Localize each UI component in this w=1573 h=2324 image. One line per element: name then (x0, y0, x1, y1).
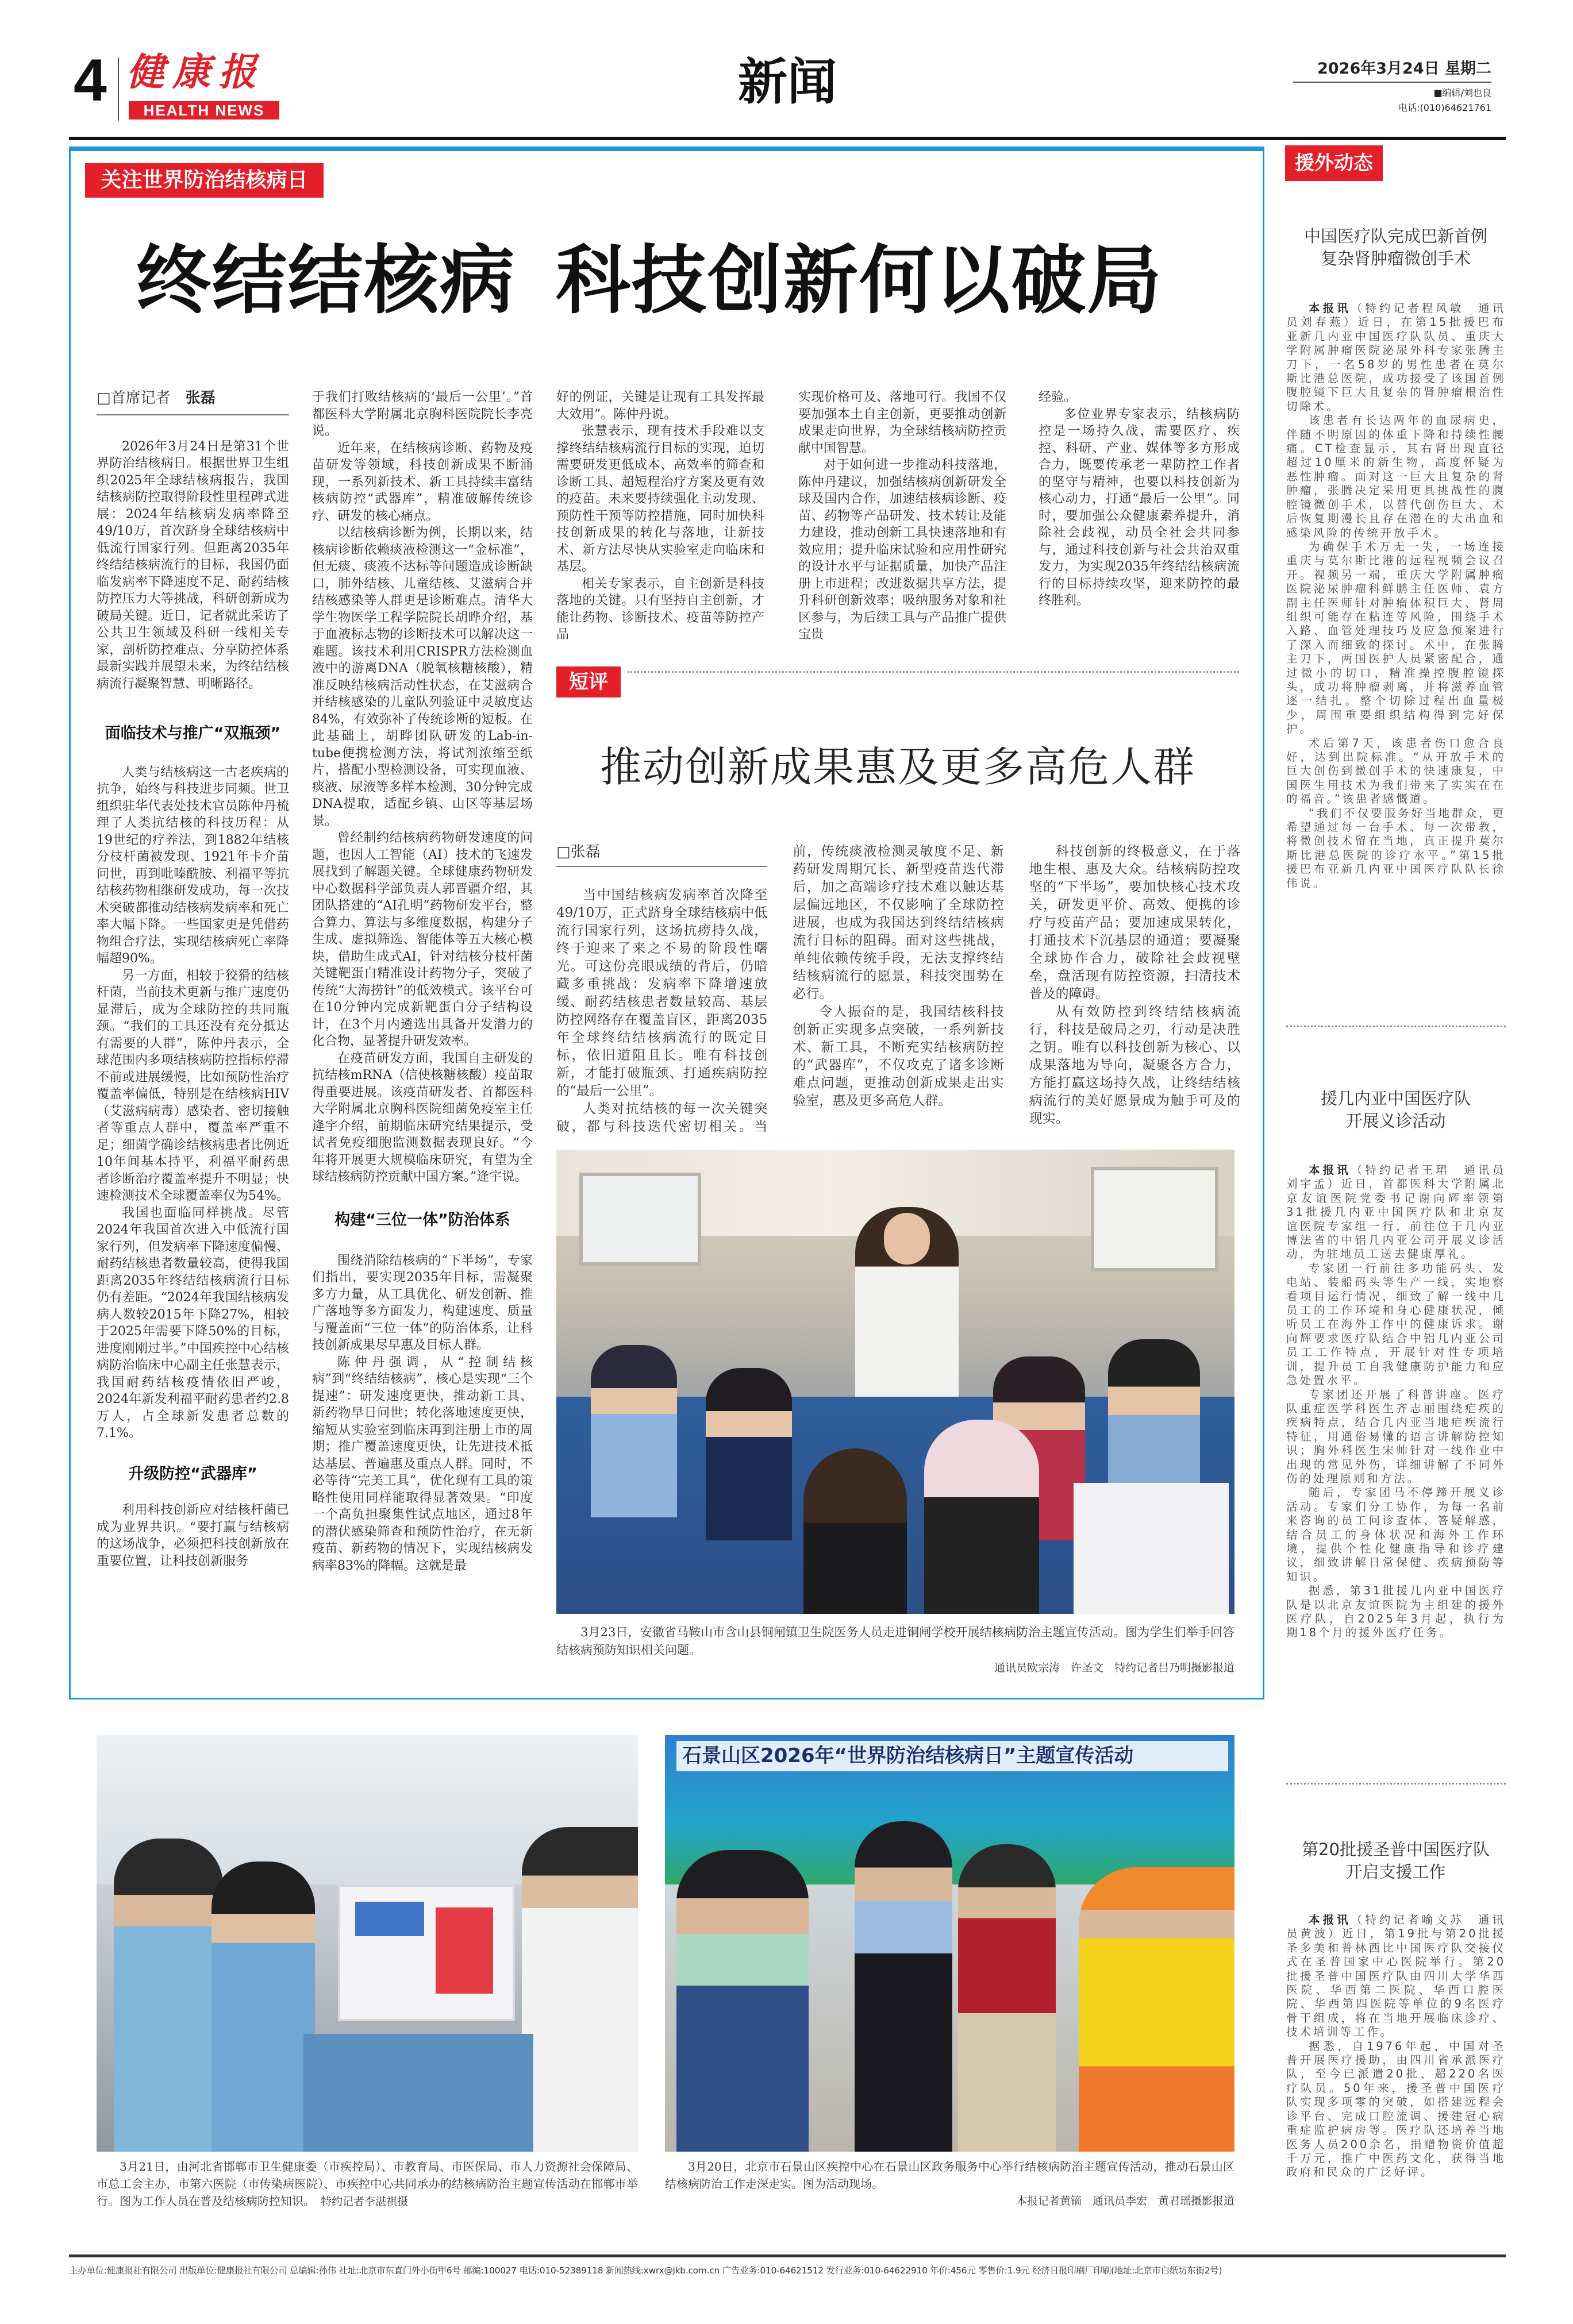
paragraph: 好的例证，关键是让现有工具发挥最大效用”。陈仲丹说。 (556, 390, 764, 422)
shijingshan-photo-caption (665, 2158, 1234, 2210)
header-rule (69, 137, 1506, 140)
commentary-tag: 短评 (556, 666, 621, 697)
sidebar-divider (1286, 1026, 1506, 1027)
classroom-photo (556, 1150, 1234, 1614)
photo-credit: 通讯员欧宗涛 许圣文 特约记者吕乃明摄影报道 (994, 1662, 1234, 1674)
paragraph: 对于如何进一步推动科技落地，陈仲丹建议，加强结核病创新研发全球及国内合作，加速结核病诊断、疫苗、药物等产品研发、技术转让及能力建设，推动创新工具快速落地和有效应用；提升临床试验和应用性研究的设计水平与证据质量，加快产品注册上市进程；改进数据共享方法，提升科研创新效率；吸纳服务对象和社区参与，为后续工具与产品推广提供宝贵 (798, 458, 1006, 642)
editor-credit: ■编辑/刘也良 (1433, 87, 1491, 98)
issue-date: 2026年3月24日 星期二 (1293, 60, 1491, 83)
handan-photo-caption (97, 2158, 638, 2210)
byline-name: 张磊 (185, 390, 216, 407)
paragraph: 据悉，第31批援几内亚中国医疗队是以北京友谊医院为主组建的援外医疗队，自2025年3月起，执行为期18个月的援外医疗任务。 (1286, 1584, 1506, 1640)
commentary-byline: □张磊 (556, 843, 767, 867)
paragraph: 多位业界专家表示，结核病防控是一场持久战，需要医疗、疾控、科研、产业、媒体等多方形成合力，既要传承老一辈防控工作者的坚守与精神，也要以科技创新为核心动力，打通“最后一公里”。同时，要加强公众健康素养提升，消除社会歧视，动员全社会共同参与，通过科技创新与社会共治双重发力，为实现2035年终结结核病流行的目标持续攻坚，迎来防控的最终胜利。 (1039, 407, 1240, 608)
paragraph: “我们不仅要服务好当地群众，更希望通过每一台手术、每一次带教，将微创技术留在当地，真正提升莫尔斯比港总医院的诊疗水平。”第15批援巴布亚新几内亚中国医疗队队长徐伟说。 (1286, 806, 1506, 890)
feature-tag: 关注世界防治结核病日 (85, 163, 324, 198)
paragraph: 曾经制约结核病药物研发速度的问题，也因人工智能（AI）技术的飞速发展找到了解题关键。全球健康药物研发中心数据科学部负责人郭晋疆介绍，其团队搭建的“AI孔明”药物研发平台，整合算力、算法与多维度数据，构建分子生成、虚拟筛选、智能体等五大核心模块，借助生成式AI，针对结核分枝杆菌关键靶蛋白精准设计药物分子，突破了传统“大海捞针”的低效模式。该平台可在10分钟内完成新靶蛋白分子结构设计，在3个月内遴选出具备开发潜力的化合物，显著提升研发效率。 (312, 831, 533, 1049)
header-divider (118, 57, 119, 121)
newspaper-logo-english: HEALTH NEWS (129, 101, 279, 120)
classroom-photo-caption (556, 1624, 1234, 1677)
paragraph: 陈仲丹强调，从“控制结核病”到“终结结核病”，核心是实现“三个提速”：研发速度更快，推动新工具、新药物早日问世；转化落地速度更快，缩短从实验室到临床再到注册上市的周期；推广覆盖速度更快，让先进技术抵达基层、普遍惠及重点人群。同时，不必等待“完美工具”，优化现有工具的策略性使用同样能取得显著效果。“印度一个高负担聚集性试点地区，通过8年的潜伏感染筛查和预防性治疗，在无新疫苗、新药物的情况下，实现结核病发病率83%的降幅。这就是最 (312, 1355, 533, 1573)
paragraph: 在疫苗研发方面，我国自主研发的抗结核mRNA（信使核糖核酸）疫苗取得重要进展。该疫苗研发者、首都医科大学附属北京胸科医院细菌免疫室主任逄宇介绍，前期临床研究结果提示，受试者免疫细胞监测数据表现良好。“今年将开展更大规模临床研究，有望为全球结核病防控贡献中国方案。”逄宇说。 (312, 1051, 533, 1184)
paragraph (1286, 302, 1506, 414)
caption-text: 3月23日，安徽省马鞍山市含山县铜闸镇卫生院医务人员走进铜闸学校开展结核病防治主题宣传活动。图为学生们举手回答结核病预防知识相关问题。 (556, 1625, 1234, 1657)
subhead-bottleneck: 面临技术与推广“双瓶颈” (105, 724, 281, 743)
paragraph: 经验。 (1039, 390, 1077, 404)
section-title: 新闻 (738, 53, 837, 111)
paragraph: 近年来，在结核病诊断、药物及疫苗研发等领域，科技创新成果不断涌现，一系列新技术、新工具持续丰富结核病防控“武器库”，精准破解传统诊疗、研发的核心痛点。 (312, 441, 533, 523)
editor-phone: 电话:(010)64621761 (1398, 102, 1491, 113)
dateline: 本报讯 (1309, 1163, 1351, 1177)
paragraph: 为确保手术万无一失，一场连接重庆与莫尔斯比港的远程视频会议召开。视频另一端，重庆大学附属肿瘤医院泌尿肿瘤科鲜鹏主任医师、袁方副主任医师针对肿瘤体积巨大、肾周组织可能存在粘连等风险，围绕手术入路、血管处理技巧及应急预案进行了深入而细致的探讨。术中，在张腾主刀下，两国医护人员紧密配合，通过微小的切口，精准操控腹腔镜探头，成功将肿瘤剥离，并将滋养血管逐一结扎。整个切除过程出血量极少，周围重要组织结构得到完好保护。 (1286, 539, 1506, 736)
paragraph: 以结核病诊断为例，长期以来，结核病诊断依赖痰液检测这一“金标准”，但无痰、痰液不达标等问题造成诊断缺口，肺外结核、儿童结核、艾滋病合并结核感染等人群更是诊断难点。清华大学生物医学工程学院院长胡晔介绍，基于血液标志物的诊断技术可以解决这一难题。该技术利用CRISPR方法检测血液中的游离DNA（脱氧核糖核酸），精准反映结核病活动性状态，在艾滋病合并结核感染的儿童队列验证中灵敏度达84%，有效弥补了传统诊断的短板。在此基础上，胡晔团队研发的Lab-in-tube便携检测方法，将试剂浓缩至纸片，搭配小型检测设备，可实现血液、痰液、尿液等多样本检测，30分钟完成DNA提取，适配乡镇、山区等基层场景。 (312, 526, 533, 828)
paragraph: 随后，专家团马不停蹄开展义诊活动。专家们分工协作，为每一名前来咨询的员工问诊查体、答疑解惑，结合员工的身体状况和海外工作环境，提供个性化健康指导和诊疗建议，细致讲解日常保健、疾病预防等知识。 (1286, 1486, 1506, 1583)
page-number: 4 (74, 47, 107, 114)
shijingshan-event-photo (665, 1735, 1234, 2152)
caption-text: 3月20日，北京市石景山区疾控中心在石景山区政务服务中心举行结核病防治主题宣传活动，推动石景山区结核病防治工作走深走实。图为活动现场。 (665, 2160, 1234, 2191)
paragraph: 利用科技创新应对结核杆菌已成为业界共识。“要打赢与结核病的这场战争，必须把科技创新放在重要位置，让科技创新服务 (97, 1503, 289, 1568)
feature-headline (115, 237, 1184, 324)
paragraph: 张慧表示，现有技术手段难以支撑终结结核病流行目标的实现，迫切需要研发更低成本、高效率的筛查和诊断工具、超短程治疗方案及更有效的疫苗。未来要持续强化主动发现、预防性干预等防控措施，同时加快科技创新成果的转化与落地，让新技术、新方法尽快从实验室走向临床和基层。 (556, 424, 764, 574)
dateline: 本报讯 (1309, 302, 1351, 315)
commentary-divider (628, 671, 1239, 673)
paragraph: 科技创新的终极意义，在于落地生根、惠及大众。结核病防控攻坚的“下半场”，要加快核心技术攻关，研发更平价、高效、便携的诊疗与疫苗产品；要加速成果转化，打通技术下沉基层的通道；要凝聚全球协作合力，破除社会歧视壁垒，盘活现有防控资源，扫清技术普及的障碍。 (1029, 844, 1240, 1001)
sidebar-article-2-body (1286, 1163, 1506, 1640)
article-column-5 (1039, 389, 1240, 610)
paragraph: 相关专家表示，自主创新是科技落地的关键。只有坚持自主创新，才能让药物、诊断技术、疫苗等防控产品 (556, 576, 764, 642)
caption-text (97, 2158, 638, 2210)
sidebar-divider (1286, 1783, 1506, 1785)
photo-credit: 本报记者黄镝 通讯员李宏 黄君瑶摄影报道 (1016, 2195, 1234, 2207)
paragraph: 围绕消除结核病的“下半场”，专家们指出，要实现2035年目标，需凝聚多方力量，从工具优化、研发创新、推广落地等多方面发力，构建速度、质量与覆盖面“三位一体”的防治体系，让科技创新成果尽早惠及目标人群。 (312, 1253, 533, 1353)
event-banner: 石景山区2026年“世界防治结核病日”主题宣传活动 (676, 1741, 1228, 1771)
paragraph: 该患者有长达两年的血尿病史，伴随不明原因的体重下降和持续性腰痛。CT检查显示，其右肾出现直径超过10厘米的新生物，高度怀疑为恶性肿瘤。面对这一巨大且复杂的肾肿瘤，张腾决定采用更具挑战性的腹腔镜微创手术，以替代创伤巨大、术后恢复期漫长且存在潜在的大出血和感染风险的传统开放手术。 (1286, 414, 1506, 539)
sidebar-tag: 援外动态 (1285, 145, 1383, 181)
paragraph (1286, 1913, 1506, 2040)
dateline: 本报讯 (1309, 1913, 1351, 1926)
paragraph: 人类与结核病这一古老疾病的抗争，始终与科技进步同频。世卫组织驻华代表处技术官员陈仲丹梳理了人类抗结核的科技历程：从19世纪的疗养法，到1882年结核分枝杆菌被发现、1921年卡介苗问世，再到吡嗪酰胺、利福平等抗结核药物相继研发成功，每一次技术突破都推动结核病发病率和死亡率大幅下降。一些国家更是凭借药物组合疗法，实现结核病死亡率降幅超90%。 (97, 765, 289, 966)
handan-event-photo (97, 1735, 638, 2152)
footer-rule (69, 2254, 1506, 2257)
article-column-4 (798, 389, 1006, 643)
paragraph: 专家团还开展了科普讲座。医疗队重症医学科医生齐志丽围绕疟疾的疾病特点，结合几内亚当地疟疾流行特征，用通俗易懂的语言讲解防控知识；胸外科医生宋帅针对一线作业中出现的常见外伤，详细讲解了不同外伤的处理原则和方法。 (1286, 1388, 1506, 1485)
paragraph: 另一方面，相较于狡猾的结核杆菌，当前技术更新与推广速度仍显滞后，成为全球防控的共同瓶颈。“我们的工具还没有充分抵达有需要的人群”，陈仲丹表示，全球范围内多项结核病防控指标停滞不前或进展缓慢，比如预防性治疗覆盖率偏低，特别是在结核病HIV（艾滋病病毒）感染者、密切接触者等重点人群中，覆盖率严重不足；细菌学确诊结核病患者比例近10年间基本持平，利福平耐药患者诊断治疗覆盖率提升不明显；快速检测技术全球覆盖率仅为54%。 (97, 968, 289, 1204)
paragraph: 于我们打败结核病的‘最后一公里’。”首都医科大学附属北京胸科医院院长李亮说。 (312, 390, 533, 438)
paragraph: 令人振奋的是，我国结核科技创新正实现多点突破，一系列新技术、新工具，不断充实结核病防控的“武器库”，不仅攻克了诸多诊断难点问题，更推动创新成果走出实验室，惠及更多高危人群。 (793, 1004, 1004, 1108)
photo-credit: 特约记者李湛祺摄 (321, 2195, 409, 2208)
paragraph: 专家团一行前往多功能码头、发电站、装船码头等生产一线，实地察看项目运行情况，细致了解一线中几员工的工作环境和身心健康状况，倾听员工在海外工作中的健康诉求。谢向辉要求医疗队结合中铝几内亚公司员工工作特点，开展针对性专项培训，提升员工自我健康防护能力和应急处置水平。 (1286, 1261, 1506, 1388)
paragraph: 据悉，自1976年起，中国对圣普开展医疗援助，由四川省承派医疗队，至今已派遣20批、超220名医疗队员。50年来，援圣普中国医疗队实现多项零的突破，如搭建远程会诊平台、完成口腔流调、援建冠心病重症监护病房等。医疗队还培养当地医务人员200余名，捐赠物资价值超千万元，推广中医药文化，获得当地政府和民众的广泛好评。 (1286, 2039, 1506, 2179)
newspaper-logo: 健康报 (126, 49, 264, 94)
paragraph-text: （特约记者王珺 通讯员刘宇孟）近日，首都医科大学附属北京友谊医院党委书记谢向辉率领第31批援几内亚中国医疗队和北京友谊医院专家组一行，前往位于几内亚博法省的中铝几内亚公司开展义诊活动，为驻地员工送去健康厚礼。 (1286, 1163, 1506, 1261)
commentary-body (556, 843, 1240, 1136)
sidebar-article-1-title: 中国医疗队完成巴新首例 复杂肾肿瘤微创手术 (1303, 226, 1487, 269)
paragraph (1286, 1163, 1506, 1262)
paragraph-text: （特约记者喻文苏 通讯员黄波）近日，第19批与第20批援圣多美和普林西比中国医疗队交接仪式在圣普国家中心医院举行。第20批援圣普中国医疗队由四川大学华西医院、华西第二医院、华西口腔医院、华西第四医院等单位的9名医疗骨干组成，将在当地开展临床诊疗、技术培训等工作。 (1286, 1913, 1506, 2039)
headline-part-1: 终结结核病 (136, 237, 516, 324)
paragraph: 术后第7天，该患者伤口愈合良好，达到出院标准。“从开放手术的巨大创伤到微创手术的快速康复，中国医生用技术为我们带来了实实在在的福音。”该患者感慨道。 (1286, 736, 1506, 806)
subhead-arsenal: 升级防控“武器库” (128, 1464, 257, 1483)
paragraph: 人类对抗结核的每一次关键突破，都与科技迭代密切相关。当前，传统痰液检测灵敏度不足、新药研发周期冗长、新型疫苗迭代滞后，加之高端诊疗技术难以触达基层偏远地区，不仅影响了全球防控进展，也成为我国达到终结结核病流行目标的阻碍。面对这些挑战，单纯依赖传统手段，无法支撑终结结核病流行的愿景，科技突围势在必行。 (556, 844, 1004, 1134)
sidebar-article-3-title: 第20批援圣普中国医疗队 开启支援工作 (1302, 1840, 1490, 1882)
commentary-headline: 推动创新成果惠及更多高危人群 (599, 743, 1195, 791)
byline-role: □首席记者 (97, 390, 171, 407)
paragraph: 从有效防控到终结结核病流行，科技是破局之刃，行动是决胜之钥。唯有以科技创新为核心、以成果落地为导向，凝聚各方合力，方能打赢这场持久战，让终结结核病流行的美好愿景成为触手可及的现实。 (1029, 1004, 1240, 1126)
article-column-3 (556, 389, 764, 643)
sidebar-article-2-title: 援几内亚中国医疗队 开展义诊活动 (1320, 1089, 1471, 1131)
paragraph: 实现价格可及、落地可行。我国不仅要加强本土自主创新，更要推动创新成果走向世界，为全球结核病防控贡献中国智慧。 (798, 390, 1006, 456)
publisher-footer: 主办单位:健康报社有限公司 出版单位:健康报社有限公司 总编辑:孙伟 社址:北京市东直门外小街甲6号 邮编:100027 电话:010-52389118 新闻热线:xwrx@jkb.com.cn 广告业务:010-64621512 发行业务:010-64622910 年价:456元 零售价:1.9元 经济日报印刷厂印刷(地址:北京市白纸坊东街2号) (69, 2265, 1222, 2276)
caption-body: 3月21日，由河北省邯郸市卫生健康委（市疾控局）、市教育局、市医保局、市人力资源社会保障局、市总工会主办，市第六医院（市传染病医院）、市疾控中心共同承办的结核病防治主题宣传活动在邯郸市举行。图为工作人员在普及结核病防控知识。 (97, 2160, 638, 2208)
subhead-three-in-one: 构建“三位一体”防治体系 (334, 1211, 510, 1229)
byline (97, 389, 289, 415)
sidebar-article-1-body (1286, 302, 1506, 891)
intro-paragraph: 2026年3月24日是第31个世界防治结核病日。根据世界卫生组织2025年全球结核病报告，我国结核病防控取得阶段性里程碑式进展：2024年结核病发病率降至49/10万，首次跻身全球结核病中低流行国家行列。但距离2035年终结结核病流行的目标，我国仍面临发病率下降速度不足、耐药结核防控压力大等挑战，科研创新成为破局关键。近日，记者就此采访了公共卫生领域及科研一线相关专家，剖析防控难点、分享防控体系最新实践并展望未来，为终结结核病流行凝聚智慧、明晰路径。 (97, 439, 289, 691)
article-column-1 (97, 389, 289, 1570)
sidebar-article-3-body (1286, 1913, 1506, 2180)
paragraph: 当中国结核病发病率首次降至49/10万，正式跻身全球结核病中低流行国家行列，这场抗痨持久战，终于迎来了来之不易的阶段性曙光。可这份亮眼成绩的背后，仍暗藏多重挑战：发病率下降增速放缓、耐药结核患者数量较高、基层防控网络存在覆盖盲区，距离2035年全球终结结核病流行的既定目标，依旧道阻且长。唯有科技创新，才能打破瓶颈、打通疾病防控的“最后一公里”。 (556, 887, 768, 1099)
paragraph: 我国也面临同样挑战。尽管2024年我国首次进入中低流行国家行列，但发病率下降速度偏慢、耐药结核患者数量较高，使得我国距离2035年终结结核病流行目标仍有差距。“2024年我国结核病发病人数较2015年下降27%，相较于2025年需要下降50%的目标，进度刚刚过半。”中国疾控中心结核病防治临床中心副主任张慧表示，我国耐药结核疫情依旧严峻，2024年新发利福平耐药患者约2.8万人，占全球新发患者总数的7.1%。 (97, 1205, 289, 1441)
article-column-2 (312, 389, 533, 1574)
paragraph-text: （特约记者程风敏 通讯员刘春燕）近日，在第15批援巴布亚新几内亚中国医疗队队员、重庆大学附属肿瘤医院泌尿外科专家张腾主刀下，一名58岁的男性患者在莫尔斯比港总医院，成功接受了该国首例腹腔镜下巨大且复杂的肾肿瘤根治性切除术。 (1286, 302, 1506, 413)
headline-part-2: 科技创新何以破局 (556, 237, 1163, 324)
